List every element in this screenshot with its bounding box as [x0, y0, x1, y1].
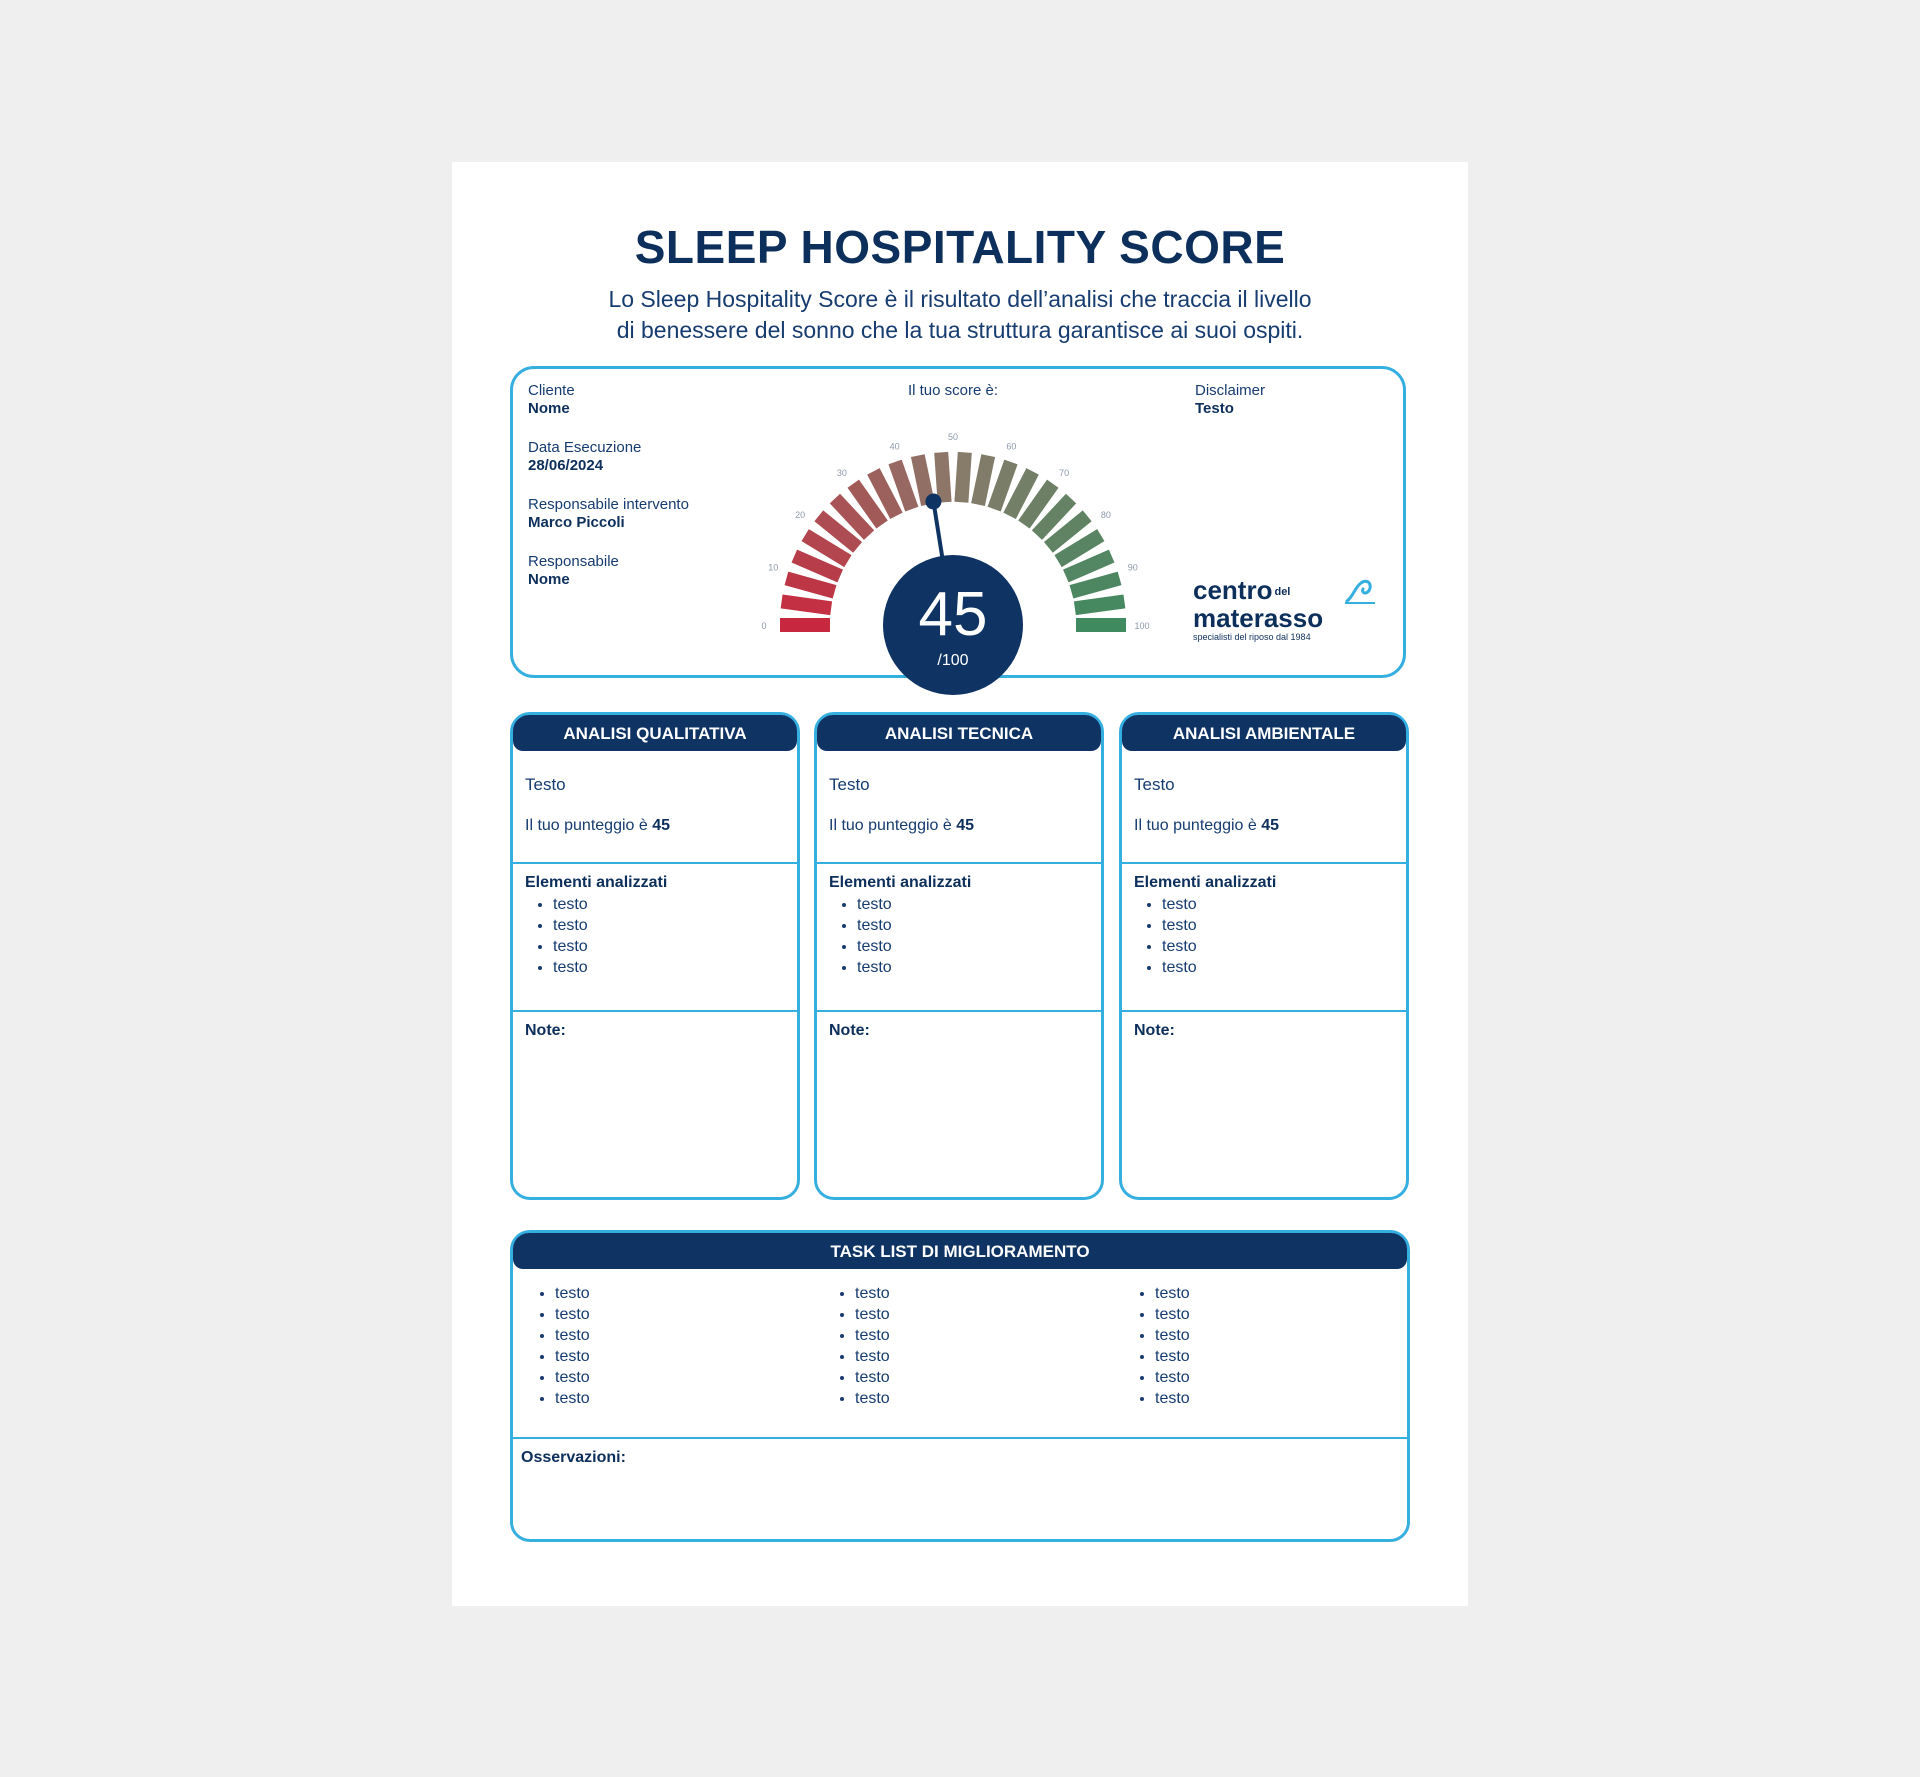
gauge-tick-label: 100: [1134, 621, 1150, 631]
info-value: Nome: [528, 400, 570, 417]
page-title: SLEEP HOSPITALITY SCORE: [634, 221, 1286, 273]
list-item: • testo: [857, 915, 1089, 936]
gauge-tick-label: 40: [889, 441, 900, 452]
note-label: Note:: [829, 1022, 870, 1039]
panel-analisi-ambientale: [1119, 712, 1409, 1200]
panel-analisi-qualitativa: [510, 712, 800, 1200]
score-number: 45: [652, 817, 671, 834]
logo-tagline: specialisti del riposo dal 1984: [1193, 632, 1311, 643]
task-item: • testo: [855, 1388, 1093, 1409]
gauge-tick-label: 50: [947, 432, 959, 442]
elements-title: Elementi analizzati: [525, 874, 668, 891]
score-number: 45: [1261, 817, 1280, 834]
elements-title: Elementi analizzati: [829, 874, 972, 891]
task-item: • testo: [855, 1367, 1093, 1388]
panel-score: [1134, 795, 1394, 835]
gauge-tick-label: 20: [795, 509, 806, 520]
info-value: Nome: [528, 571, 570, 588]
gauge-tick-label: 90: [1127, 562, 1138, 573]
list-item: • testo: [1162, 894, 1394, 915]
gauge-tick-label: 0: [761, 621, 767, 631]
subtitle-line-2: di benessere del sonno che la tua struttura garantisce ai suoi ospiti.: [616, 317, 1304, 343]
logo-word-materasso: materasso: [1193, 603, 1324, 634]
score-gauge: [758, 399, 1148, 669]
score-card: [510, 366, 1406, 678]
task-item: • testo: [1155, 1325, 1393, 1346]
task-item: • testo: [555, 1283, 793, 1304]
logo-word-del: del: [1274, 586, 1291, 599]
elements-title: Elementi analizzati: [1134, 874, 1277, 891]
gauge-tick-label: 80: [1100, 509, 1111, 520]
list-item: • testo: [1162, 915, 1394, 936]
elements-list: [525, 894, 785, 978]
task-item: • testo: [555, 1346, 793, 1367]
gauge-segment: [781, 595, 832, 616]
panel-text: Testo: [525, 775, 566, 794]
client-info: [528, 382, 768, 610]
task-item: • testo: [555, 1388, 793, 1409]
panel-score: [525, 795, 785, 835]
task-item: • testo: [1155, 1346, 1393, 1367]
disclaimer-label: Disclaimer: [1195, 382, 1266, 399]
task-list-box: [510, 1230, 1410, 1542]
task-item: • testo: [1155, 1367, 1393, 1388]
gauge-tick-label: 70: [1059, 468, 1070, 479]
list-item: • testo: [857, 894, 1089, 915]
company-logo: [1193, 577, 1383, 643]
score-label: Il tuo score è:: [907, 382, 999, 399]
panel-header: ANALISI TECNICA: [817, 715, 1101, 751]
task-item: • testo: [1155, 1283, 1393, 1304]
disclaimer-value: Testo: [1195, 400, 1234, 417]
info-value: 28/06/2024: [528, 457, 604, 474]
info-responsabile-intervento: [528, 496, 768, 532]
panel-score: [829, 795, 1089, 835]
panel-header: ANALISI AMBIENTALE: [1122, 715, 1406, 751]
task-item: • testo: [1155, 1388, 1393, 1409]
task-column-1: [513, 1283, 793, 1409]
list-item: • testo: [857, 957, 1089, 978]
list-item: • testo: [1162, 957, 1394, 978]
report-page: [452, 162, 1468, 1606]
task-item: • testo: [555, 1325, 793, 1346]
info-value: Marco Piccoli: [528, 514, 625, 531]
score-max: /100: [937, 652, 969, 669]
panel-text: Testo: [829, 775, 870, 794]
info-data-esecuzione: [528, 439, 768, 475]
list-item: • testo: [553, 915, 785, 936]
info-responsabile: [528, 553, 768, 589]
info-label: Responsabile intervento: [528, 496, 689, 513]
note-label: Note:: [525, 1022, 566, 1039]
score-value: 45: [918, 580, 988, 649]
list-item: • testo: [553, 936, 785, 957]
gauge-tick-label: 60: [1006, 441, 1017, 452]
logo-word-centro: centro: [1193, 575, 1273, 605]
task-item: • testo: [855, 1283, 1093, 1304]
task-column-3: [1113, 1283, 1393, 1409]
gauge-segment: [1076, 618, 1126, 632]
panel-header: ANALISI QUALITATIVA: [513, 715, 797, 751]
gauge-segment: [954, 452, 971, 503]
task-item: • testo: [555, 1367, 793, 1388]
task-list-header: TASK LIST DI MIGLIORAMENTO: [513, 1233, 1407, 1269]
panel-analisi-tecnica: [814, 712, 1104, 1200]
disclaimer: [1195, 382, 1395, 418]
gauge-segment: [780, 618, 830, 632]
list-item: • testo: [553, 957, 785, 978]
score-prefix: Il tuo punteggio è: [1134, 817, 1257, 834]
task-item: • testo: [555, 1304, 793, 1325]
gauge-tick-label: 30: [836, 468, 847, 479]
panel-text: Testo: [1134, 775, 1175, 794]
score-prefix: Il tuo punteggio è: [829, 817, 952, 834]
note-label: Note:: [1134, 1022, 1175, 1039]
gauge-segment: [1074, 595, 1125, 616]
list-item: • testo: [553, 894, 785, 915]
info-label: Data Esecuzione: [528, 439, 642, 456]
list-item: • testo: [857, 936, 1089, 957]
info-cliente: [528, 382, 768, 418]
gauge-tick-label: 10: [768, 562, 779, 573]
score-number: 45: [956, 817, 975, 834]
wave-icon: [1343, 573, 1377, 605]
info-label: Responsabile: [528, 553, 619, 570]
task-item: • testo: [855, 1325, 1093, 1346]
score-prefix: Il tuo punteggio è: [525, 817, 648, 834]
task-item: • testo: [855, 1346, 1093, 1367]
subtitle-line-1: Lo Sleep Hospitality Score è il risultato dell’analisi che traccia il livello: [608, 286, 1312, 312]
elements-list: [829, 894, 1089, 978]
elements-list: [1134, 894, 1394, 978]
list-item: • testo: [1162, 936, 1394, 957]
task-item: • testo: [855, 1304, 1093, 1325]
page-subtitle: [542, 284, 1378, 346]
gauge-needle-tip: [925, 494, 941, 510]
task-item: • testo: [1155, 1304, 1393, 1325]
observations-label: Osservazioni:: [521, 1449, 626, 1466]
task-column-2: [813, 1283, 1093, 1409]
info-label: Cliente: [528, 382, 575, 399]
